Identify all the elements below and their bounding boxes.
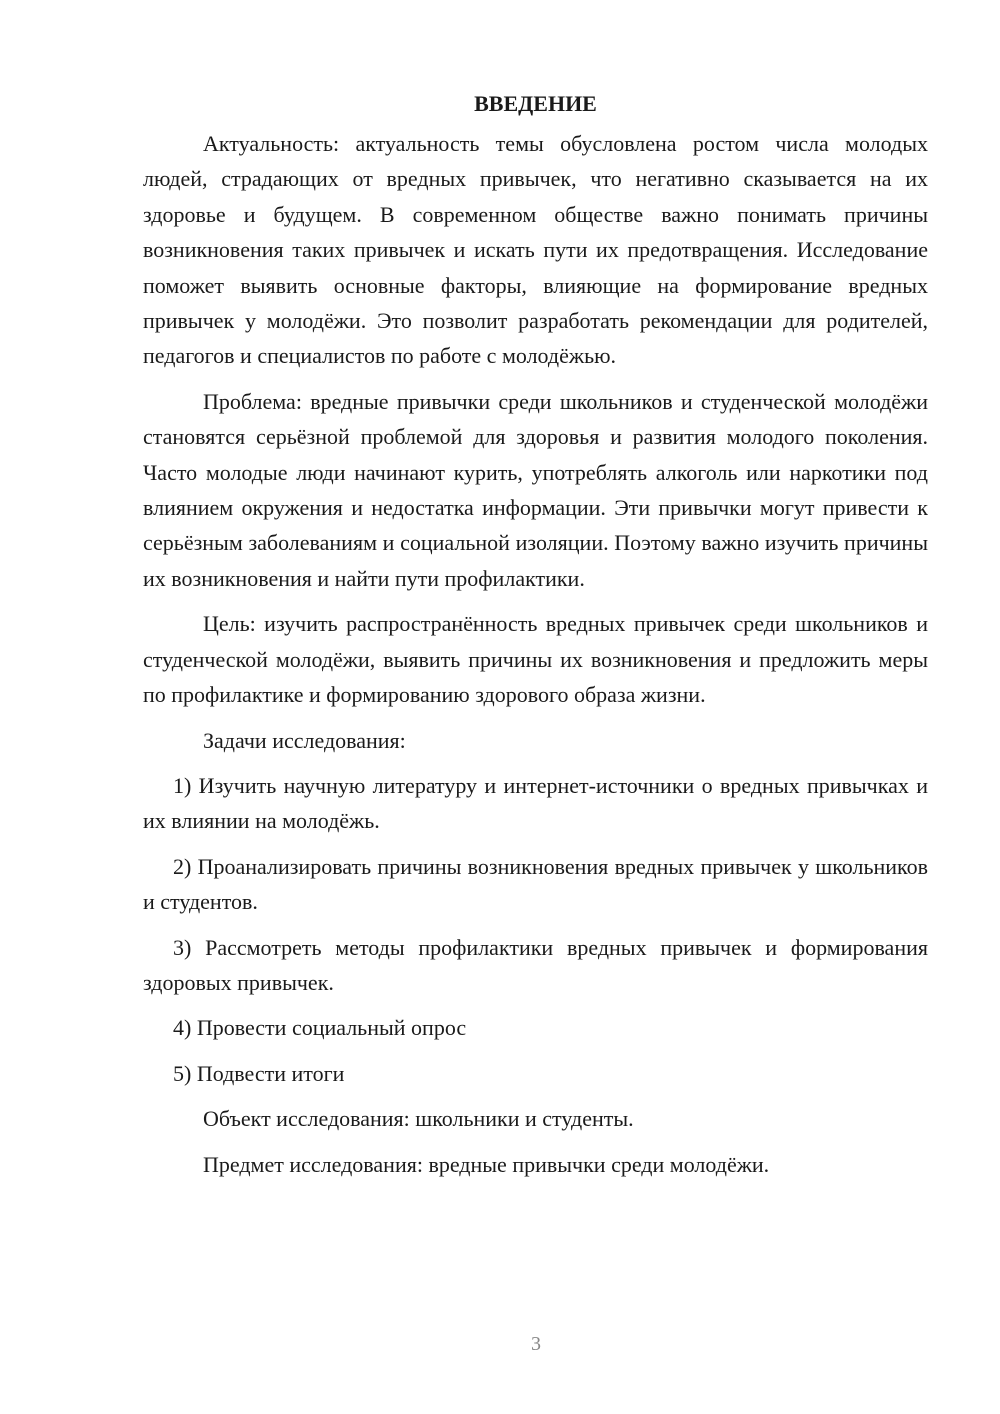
task-item: 2) Проанализировать причины возникновения вредных привычек у школьников и студентов. [143, 853, 928, 915]
section-heading: ВВЕДЕНИЕ [474, 91, 597, 116]
relevance-paragraph: Актуальность: актуальность темы обусловлена ростом числа молодых людей, страдающих от вредных привычек, что негативно сказывается на их здоровье и будущем. В современном обществе важно понимать причины возникновения таких привычек и искать пути их предотвращения. Исследование поможет выявить основные факторы, влияющие на формирование вредных привычек у молодёжи. Это позволит разработать рекомендации для родителей, педагогов и специалистов по работе с молодёжью. [143, 131, 928, 369]
page-number: 3 [531, 1333, 541, 1355]
research-subject: Предмет исследования: вредные привычки среди молодёжи. [203, 1151, 770, 1177]
task-item: 5) Подвести итоги [173, 1060, 345, 1086]
goal-paragraph: Цель: изучить распространённость вредных привычек среди школьников и студенческой молодёжи, выявить причины их возникновения и предложить меры по профилактике и формированию здорового образа жизни. [143, 611, 928, 708]
task-item: 4) Провести социальный опрос [173, 1015, 467, 1041]
task-item: 1) Изучить научную литературу и интернет-источники о вредных привычках и их влиянии на молодёжь. [143, 772, 928, 834]
document-page [143, 90, 928, 1192]
research-object: Объект исследования: школьники и студенты. [203, 1106, 634, 1132]
tasks-title: Задачи исследования: [203, 727, 406, 753]
task-item: 3) Рассмотреть методы профилактики вредных привычек и формирования здоровых привычек. [143, 934, 928, 995]
problem-paragraph: Проблема: вредные привычки среди школьников и студенческой молодёжи становятся серьёзной проблемой для здоровья и развития молодого поколения. Часто молодые люди начинают курить, употреблять алкоголь или наркотики под влиянием окружения и недостатка информации. Эти привычки могут привести к серьёзным заболеваниям и социальной изоляции. Поэтому важно изучить причины их возникновения и найти пути профилактики. [143, 388, 928, 591]
